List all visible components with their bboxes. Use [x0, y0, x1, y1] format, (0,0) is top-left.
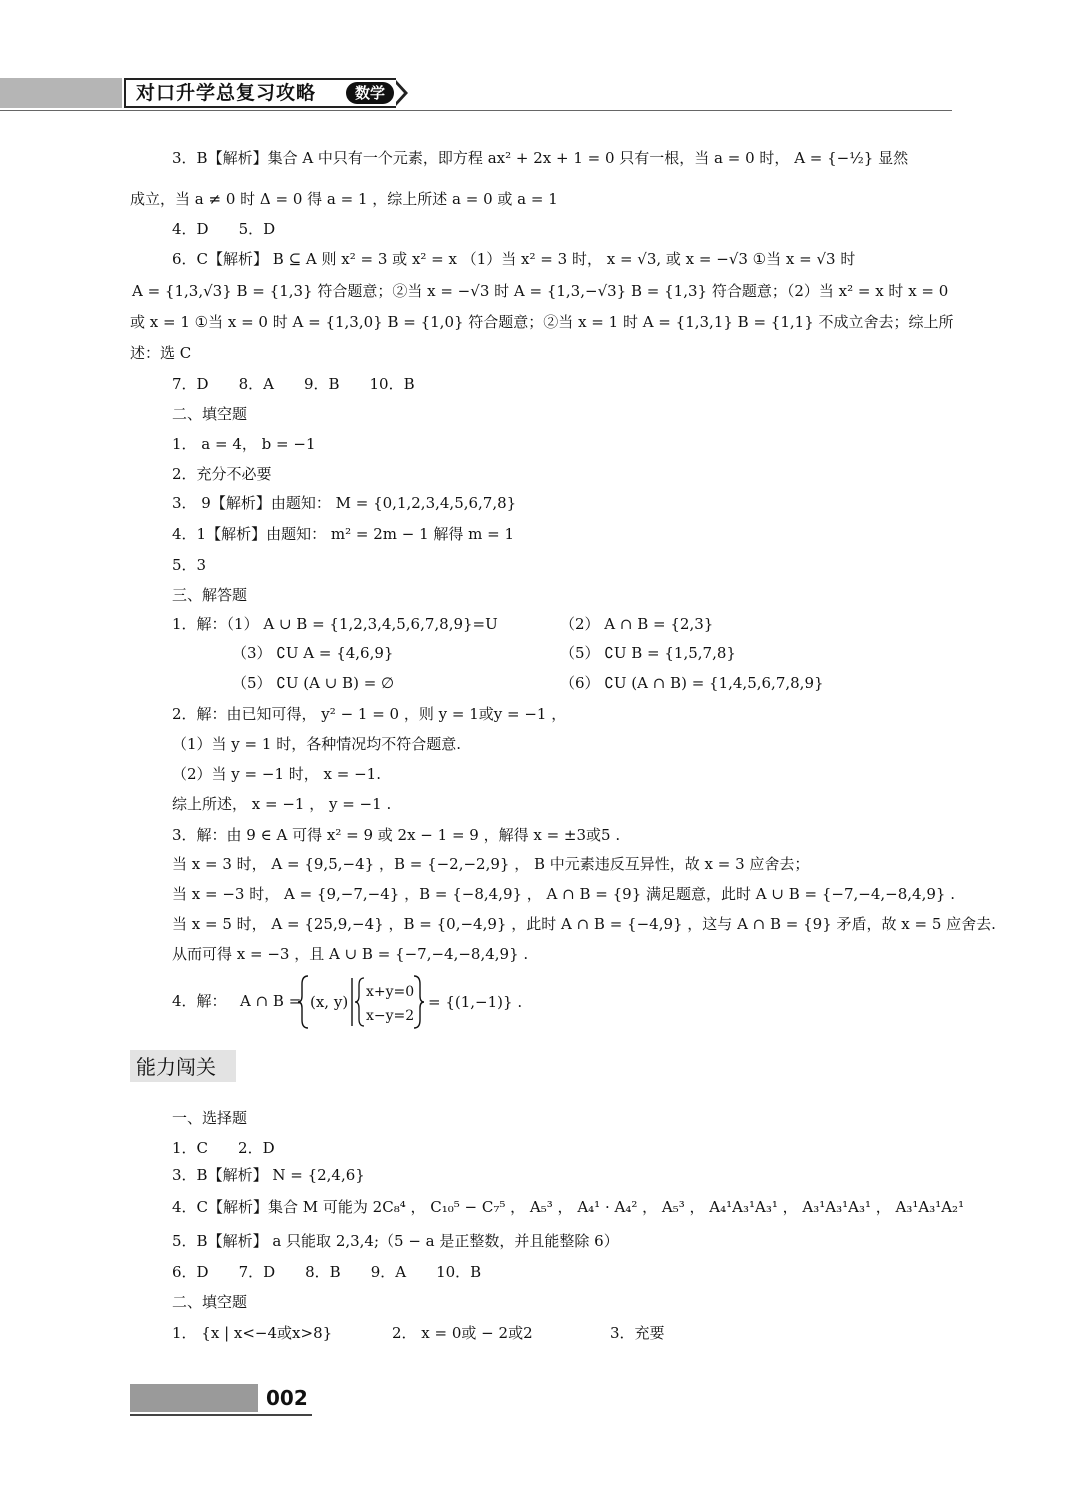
answer-line: 3．B【解析】集合 A 中只有一个元素，即方程 ax² + 2x + 1 = 0 只有一根，当 a = 0 时， A = {−½} 显然	[172, 149, 909, 167]
answer-line: 2．解：由已知可得， y² − 1 = 0 ，则 y = 1或y = −1 ，	[172, 705, 567, 723]
answer-line: 3．B【解析】 N = {2,4,6}	[172, 1166, 365, 1184]
answer-line: 述：选 C	[130, 344, 192, 362]
page-number: 002	[266, 1386, 308, 1410]
footer-rule	[130, 1414, 312, 1416]
answer-line: 1．C 2．D	[172, 1139, 275, 1157]
answer-line: 当 x = 3 时， A = {9,5,−4} ，B = {−2,−2,9} ， B 中元素违反互异性，故 x = 3 应舍去；	[172, 855, 810, 873]
answer-line: （5） ∁U B = {1,5,7,8}	[560, 644, 736, 662]
answer-line: 6．D 7．D 8．B 9．A 10．B	[172, 1263, 482, 1281]
answer-line: 成立，当 a ≠ 0 时 Δ = 0 得 a = 1 ，综上所述 a = 0 或 a = 1	[130, 190, 558, 208]
answer-line: 6．C【解析】 B ⊆ A 则 x² = 3 或 x² = x （1）当 x² = 3 时， x = √3, 或 x = −√3 ①当 x = √3 时	[172, 250, 856, 268]
left-brace-icon	[298, 976, 308, 1028]
answer-line: 4．1【解析】由题知： m² = 2m − 1 解得 m = 1	[172, 525, 515, 543]
answer-line: 5．3	[172, 556, 207, 574]
q4-rhs: = {(1,−1)} .	[428, 993, 523, 1011]
answer-line: （2） A ∩ B = {2,3}	[560, 615, 714, 633]
section-heading: 二、填空题	[172, 1293, 248, 1311]
answer-line: 3．充要	[610, 1324, 665, 1342]
answer-line: 4．C【解析】集合 M 可能为 2C₈⁴ ， C₁₀⁵ − C₇⁵ ， A₅³ ， A₄¹ · A₄² ， A₅³ ， A₄¹A₃¹A₃¹ ， A₃¹A₃¹A₃¹ ， A₃¹A₃¹A₂¹	[172, 1198, 965, 1216]
section-heading: 三、解答题	[172, 586, 248, 604]
answer-line: 或 x = 1 ①当 x = 0 时 A = {1,3,0} B = {1,0} 符合题意；②当 x = 1 时 A = {1,3,1} B = {1,1} 不成立舍去；综上所	[130, 313, 954, 331]
answer-line: 3． 9【解析】由题知： M = {0,1,2,3,4,5,6,7,8}	[172, 494, 517, 512]
answer-line: 1． a = 4， b = −1	[172, 435, 316, 453]
q4-eq2: x−y=2	[366, 1008, 415, 1024]
q4-set-elem: (x, y)	[310, 993, 349, 1011]
q4-set-expression	[298, 974, 523, 1030]
section-title: 能力闯关	[136, 1055, 216, 1079]
answer-line: （5） ∁U (A ∪ B) = ∅	[232, 674, 395, 692]
answer-line: 综上所述， x = −1 ， y = −1 .	[172, 795, 392, 813]
header-gray-bar	[0, 78, 122, 108]
answer-line: 1．解：（1） A ∪ B = {1,2,3,4,5,6,7,8,9}=U	[172, 615, 498, 633]
subject-badge: 数学	[346, 82, 394, 104]
answer-line: （6） ∁U (A ∩ B) = {1,4,5,6,7,8,9}	[560, 674, 824, 692]
answer-line: 3．解：由 9 ∈ A 可得 x² = 9 或 2x − 1 = 9 ，解得 x = ±3或5 .	[172, 826, 621, 844]
answer-line: （2）当 y = −1 时， x = −1.	[172, 765, 381, 783]
answer-line: 当 x = 5 时， A = {25,9,−4} ，B = {0,−4,9} ，此时 A ∩ B = {−4,9} ，这与 A ∩ B = {9} 矛盾，故 x = 5 应舍去.	[172, 915, 996, 933]
answer-line: 2． x = 0或 − 2或2	[392, 1324, 533, 1342]
answer-line: 4．D 5．D	[172, 220, 276, 238]
answer-line: A = {1,3,√3} B = {1,3} 符合题意；②当 x = −√3 时 A = {1,3,−√3} B = {1,3} 符合题意；（2）当 x² = x 时 x = 0	[132, 282, 949, 300]
answer-line: 2．充分不必要	[172, 465, 272, 483]
answer-line: 当 x = −3 时， A = {9,−7,−4} ，B = {−8,4,9} ， A ∩ B = {9} 满足题意，此时 A ∪ B = {−7,−4,−8,4,9} .	[172, 885, 955, 903]
answer-line: 1． {x | x<−4或x>8}	[172, 1324, 333, 1342]
inner-brace-icon	[355, 978, 364, 1026]
footer-gray-bar	[130, 1384, 258, 1412]
section-heading: 二、填空题	[172, 405, 248, 423]
answer-line: （1）当 y = 1 时，各种情况均不符合题意.	[172, 735, 461, 753]
answer-line: 从而可得 x = −3 ，且 A ∪ B = {−7,−4,−8,4,9} .	[172, 945, 529, 963]
section-heading: 一、选择题	[172, 1109, 248, 1127]
q4-lhs: A ∩ B =	[240, 992, 302, 1010]
answer-line: 7．D 8．A 9．B 10．B	[172, 375, 415, 393]
answer-line: （3） ∁U A = {4,6,9}	[232, 644, 394, 662]
q4-prefix: 4．解：	[172, 992, 227, 1010]
chevron-inner	[395, 83, 404, 103]
header-title: 对口升学总复习攻略	[136, 82, 317, 104]
header-rule	[0, 110, 952, 111]
q4-eq1: x+y=0	[366, 984, 415, 1000]
answer-line: 5．B【解析】 a 只能取 2,3,4;（5 − a 是正整数，并且能整除 6）	[172, 1232, 619, 1250]
right-brace-icon	[414, 976, 424, 1028]
